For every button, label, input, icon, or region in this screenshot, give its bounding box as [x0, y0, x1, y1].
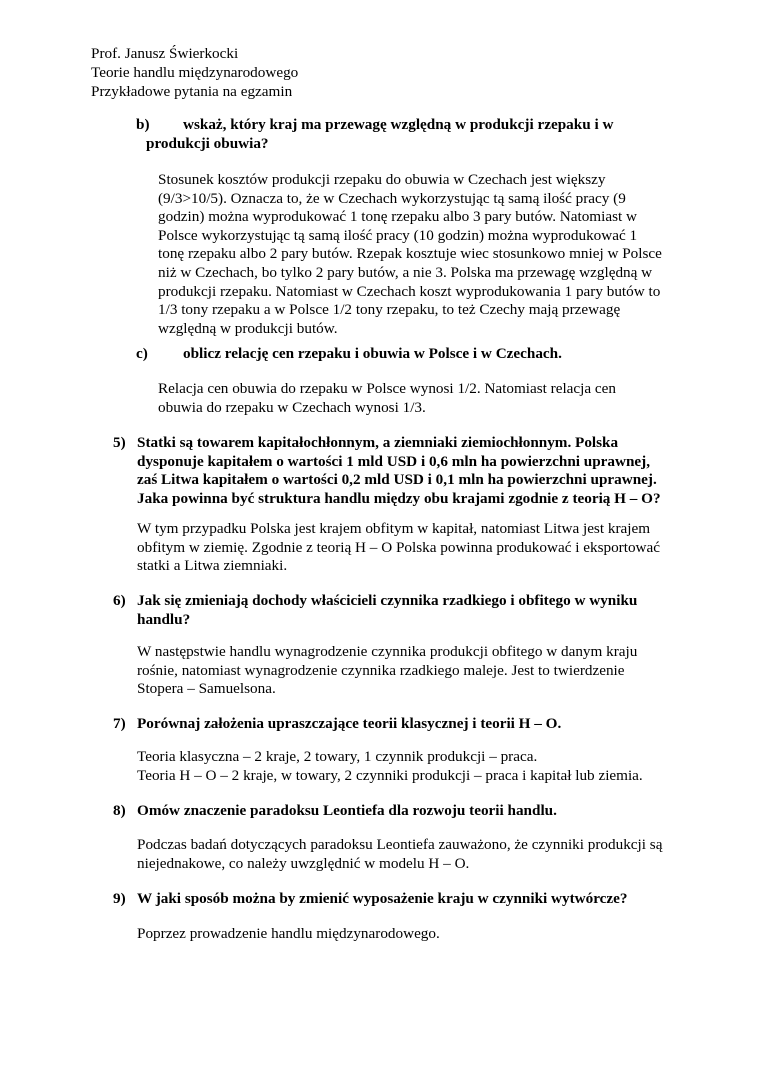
subquestion-text: oblicz relację cen rzepaku i obuwia w Polsce i w Czechach. — [183, 345, 562, 362]
question-text — [113, 434, 673, 508]
question-text — [113, 592, 673, 629]
question-number: 9) — [113, 890, 126, 907]
answer-line: Teoria klasyczna – 2 kraje, 2 towary, 1 czynnik produkcji – praca. — [137, 748, 538, 765]
author-name: Prof. Janusz Świerkocki — [91, 45, 239, 62]
document-subtitle: Przykładowe pytania na egzamin — [91, 83, 293, 100]
question-line: Porównaj założenia upraszczające teorii klasycznej i teorii H – O. — [137, 715, 562, 732]
answer-line: produkcji rzepaku. Natomiast w Czechach koszt wyprodukowania 1 pary butów to — [158, 282, 661, 300]
question-number: 8) — [113, 802, 126, 819]
question-number: 5) — [113, 434, 126, 451]
subquestion-c — [136, 345, 681, 364]
question-text — [113, 802, 673, 821]
answer-c — [158, 380, 678, 417]
answer-b — [158, 171, 678, 338]
answer-line: tonę rzepaku albo 2 pary butów. Rzepak kosztuje wiec stosunkowo mniej w Polsce — [158, 245, 662, 263]
answer-line: (9/3>10/5). Oznacza to, że w Czechach wykorzystując tą samą ilość pracy (9 — [158, 189, 626, 207]
question-line: wskaż, który kraj ma przewagę względną w produkcji rzepaku i w — [183, 116, 614, 133]
question-9 — [113, 890, 673, 909]
question-line: Jak się zmieniają dochody właścicieli czynnika rzadkiego i obfitego w wyniku — [137, 592, 638, 609]
answer-line: statki a Litwa ziemniaki. — [137, 557, 288, 575]
answer-line: Stopera – Samuelsona. — [137, 680, 276, 698]
question-line: zaś Litwa kapitałem o wartości 0,2 mld USD i 0,1 mln ha powierzchni uprawnej. — [137, 471, 657, 489]
answer-line: rośnie, natomiast wynagrodzenie czynnika rzadkiego maleje. Jest to twierdzenie — [137, 661, 625, 679]
document-header — [91, 45, 651, 102]
question-number: 7) — [113, 715, 126, 732]
question-5 — [113, 434, 673, 508]
answer-line: Polsce wykorzystując tą samą ilość pracy (10 godzin) można wyprodukować 1 — [158, 226, 638, 244]
question-6 — [113, 592, 673, 629]
answer-line: niż w Czechach, bo tylko 2 pary butów, a nie 3. Polska ma przewagę względną w — [158, 263, 653, 281]
answer-line: względną w produkcji butów. — [158, 319, 338, 337]
question-text — [113, 890, 673, 909]
answer-line: 1/3 tony rzepaku a w Polsce 1/2 tony rzepaku, to też Czechy mają przewagę — [158, 301, 621, 319]
answer-8 — [137, 836, 672, 873]
question-line: Omów znaczenie paradoksu Leontiefa dla rozwoju teorii handlu. — [137, 802, 557, 819]
question-line: W jaki sposób można by zmienić wyposażenie kraju w czynniki wytwórcze? — [137, 890, 628, 907]
question-text — [113, 715, 673, 734]
answer-7 — [137, 748, 672, 785]
answer-line: godzin) można wyprodukować 1 tonę rzepaku albo 3 pary butów. Natomiast w — [158, 208, 637, 226]
question-line: dysponuje kapitałem o wartości 1 mld USD i 0,6 mln ha powierzchni uprawnej, — [137, 452, 651, 470]
answer-5 — [137, 520, 672, 576]
answer-6 — [137, 643, 672, 699]
subquestion-label: c) — [136, 345, 148, 362]
answer-9 — [137, 925, 672, 944]
answer-line: Poprzez prowadzenie handlu międzynarodowego. — [137, 925, 440, 942]
subquestion-label: b) — [136, 116, 150, 133]
question-8 — [113, 802, 673, 821]
question-7 — [113, 715, 673, 734]
answer-line: niejednakowe, co należy uwzględnić w modelu H – O. — [137, 854, 470, 872]
answer-line: Relacja cen obuwia do rzepaku w Polsce wynosi 1/2. Natomiast relacja cen — [158, 380, 616, 397]
question-number: 6) — [113, 592, 126, 609]
question-line: handlu? — [137, 610, 191, 628]
answer-line: obuwia do rzepaku w Czechach wynosi 1/3. — [158, 398, 426, 416]
answer-line: Teoria H – O – 2 kraje, w towary, 2 czynniki produkcji – praca i kapitał lub ziemia. — [137, 766, 643, 784]
answer-line: obfitym w ziemię. Zgodnie z teorią H – O Polska powinna produkować i eksportować — [137, 538, 660, 556]
answer-line: Podczas badań dotyczących paradoksu Leontiefa zauważono, że czynniki produkcji są — [137, 836, 663, 853]
answer-line: W tym przypadku Polska jest krajem obfitym w kapitał, natomiast Litwa jest krajem — [137, 520, 651, 537]
subquestion-text — [136, 116, 681, 153]
question-line: Statki są towarem kapitałochłonnym, a ziemniaki ziemiochłonnym. Polska — [137, 434, 619, 451]
question-line: Jaka powinna być struktura handlu między obu krajami zgodnie z teorią H – O? — [137, 489, 661, 507]
answer-line: W następstwie handlu wynagrodzenie czynnika produkcji obfitego w danym kraju — [137, 643, 638, 660]
question-line: produkcji obuwia? — [146, 134, 269, 152]
answer-line: Stosunek kosztów produkcji rzepaku do obuwia w Czechach jest większy — [158, 171, 606, 188]
subquestion-b — [136, 116, 681, 153]
course-title: Teorie handlu międzynarodowego — [91, 64, 299, 81]
